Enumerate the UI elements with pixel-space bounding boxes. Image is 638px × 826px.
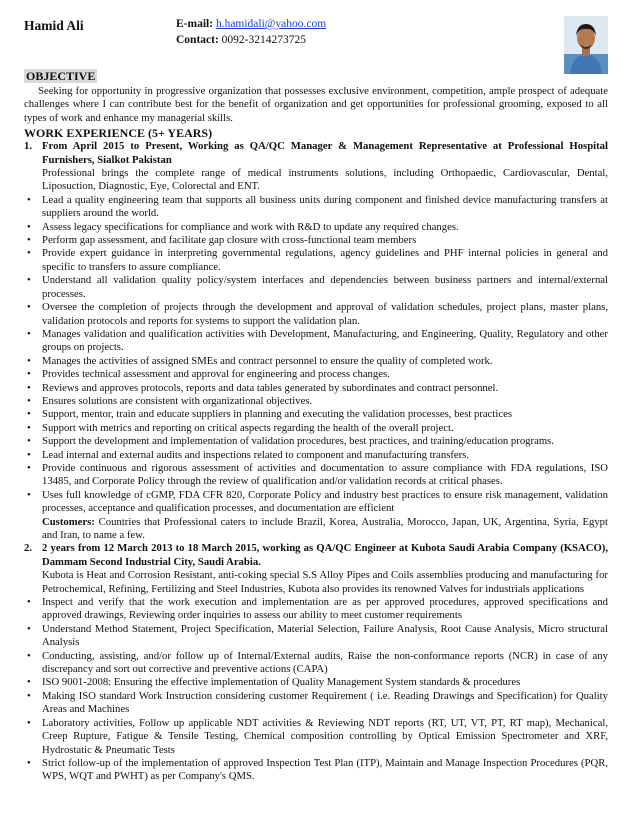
job-duties-list <box>24 194 608 516</box>
job-duties-list <box>24 596 608 784</box>
list-item: • Oversee the completion of projects through the development and approval of validation schedules, project plans, master plans, validation protocols and reports for systems to support the validation plan. <box>24 301 608 328</box>
list-item: • Inspect and verify that the work execution and implementation are as per approved procedures, approved specifications and approved drawings, Reviewing order inquiries to assess our ability to meet customer requirements <box>24 596 608 623</box>
job-entry <box>24 542 608 783</box>
company-description: Kubota is Heat and Corrosion Resistant, anti-coking special S.S Alloy Pipes and Coils assemblies producing and manufacturing for Petrochemical, Refining, Fertilizing and Steel Industries, Kubota also provides its renowned Valves for industrials applications <box>42 569 608 595</box>
list-item: • Manages the activities of assigned SMEs and contract personnel to ensure the quality of completed work. <box>24 355 608 368</box>
objective-section <box>24 66 608 125</box>
list-item: • Understand all validation quality policy/system interfaces and dependencies between business partners and internal/external processes. <box>24 274 608 301</box>
list-item: • Lead internal and external audits and inspections related to component and manufacturing transfers. <box>24 449 608 462</box>
job-title <box>24 140 608 167</box>
objective-heading: OBJECTIVE <box>26 69 96 83</box>
list-item: • Laboratory activities, Follow up applicable NDT activities & Reviewing NDT reports (RT, UT, VT, PT, RT map), Mechanical, Creep Rupture, Fatigue & Tensile Testing, Chemical composition controlling by Optical Emission Spectrometer and XRF, Hydrostatic & Pneumatic Tests <box>24 717 608 757</box>
job-entry <box>24 140 608 542</box>
resume-page <box>24 16 608 784</box>
list-item: • ISO 9001-2008: Ensuring the effective implementation of Quality Management System standards & procedures <box>24 676 608 689</box>
list-item: • Provides technical assessment and approval for engineering and process changes. <box>24 368 608 381</box>
list-item: • Conducting, assisting, and/or follow up of Internal/External audits, Raise the non-conformance reports (NCR) in case of any discrepancy and sort out corrective and preventive actions (CAPA) <box>24 650 608 677</box>
list-item: • Reviews and approves protocols, reports and data tables generated by subordinates and contract personnel. <box>24 382 608 395</box>
list-item: • Support with metrics and reporting on critical aspects regarding the health of the overall project. <box>24 422 608 435</box>
email-line <box>176 16 326 32</box>
job-title <box>24 542 608 569</box>
list-item: • Support, mentor, train and educate suppliers in planning and executing the validation processes, best practices <box>24 408 608 421</box>
company-description: Professional brings the complete range of medical instruments solutions, including Orthopaedic, Cardiovascular, Dental, Liposuction, Diagnostic, Eye, Colorectal and ENT. <box>42 167 608 193</box>
job-number: 2. <box>24 542 33 555</box>
list-item: • Assess legacy specifications for compliance and work with R&D to update any required changes. <box>24 221 608 234</box>
customers-label: Customers: <box>42 515 95 528</box>
email-link[interactable]: h.hamidali@yahoo.com <box>215 18 327 30</box>
email-label: E-mail: <box>176 18 216 30</box>
phone-number: 0092-3214273725 <box>221 34 307 46</box>
phone-line <box>176 32 326 48</box>
objective-text: Seeking for opportunity in progressive organization that possesses exclusive environment, competition, ample prospect of adequate challenges where I can contribute best for the benefit of organization and get opportunities for professional grooming, exposed to all types of work and enhance my managerial skills. <box>24 85 608 124</box>
candidate-name: Hamid Ali <box>24 18 84 33</box>
list-item: • Lead a quality engineering team that supports all business units during component and finished device manufacturing transfers at suppliers around the world. <box>24 194 608 221</box>
list-item: • Uses full knowledge of cGMP, FDA CFR 820, Corporate Policy and industry best practices to ensure risk management, validation processes, acceptance and qualification processes, and documentation are efficient <box>24 489 608 516</box>
list-item: • Provide continuous and rigorous assessment of activities and documentation to assure compliance with FDA regulations, ISO 13485, and Corporate Policy through the review of qualification and/or validation records at critical phases. <box>24 462 608 489</box>
list-item: • Provide expert guidance in interpreting governmental regulations, agency guidelines and PHF internal policies in general and specific to transfers to assure compliance. <box>24 247 608 274</box>
list-item: • Strict follow-up of the implementation of approved Inspection Test Plan (ITP), Maintain and Manage Inspection Procedures (PQR, WPS, WQT and PWHT) as per Company's QMS. <box>24 757 608 784</box>
list-item: • Perform gap assessment, and facilitate gap closure with cross-functional team members <box>24 234 608 247</box>
customers-text: Countries that Professional caters to include Brazil, Korea, Australia, Morocco, Japan, UK, Argentina, Syria, Egypt and Iran, to name a few. <box>42 515 608 541</box>
contact-label: Contact: <box>176 34 222 46</box>
resume-header <box>24 16 608 66</box>
work-experience-section <box>24 126 608 784</box>
list-item: • Making ISO standard Work Instruction considering customer Requirement ( i.e. Reading Drawings and Specification) for Quality Areas and Machines <box>24 690 608 717</box>
list-item: • Support the development and implementation of validation procedures, best practices, and training/education programs. <box>24 435 608 448</box>
contact-block <box>176 16 326 48</box>
list-item: • Understand Method Statement, Project Specification, Material Selection, Failure Analysis, Root Cause Analysis, Micro structural Analysis <box>24 623 608 650</box>
profile-photo <box>564 16 608 74</box>
job-title-text: From April 2015 to Present, Working as QA/QC Manager & Management Representative at Professional Hospital Furnishers, Sialkot Pakistan <box>42 140 608 166</box>
work-experience-heading: WORK EXPERIENCE (5+ YEARS) <box>24 126 213 141</box>
job-title-text: 2 years from 12 March 2013 to 18 March 2015, working as QA/QC Engineer at Kubota Saudi Arabia Company (KSACO), Dammam Second Industrial City, Saudi Arabia. <box>42 542 608 568</box>
customers-line <box>24 516 608 543</box>
list-item: • Manages validation and qualification activities with Development, Manufacturing, and Engineering, Quality, Regulatory and other groups on projects. <box>24 328 608 355</box>
list-item: • Ensures solutions are consistent with organizational objectives. <box>24 395 608 408</box>
job-number: 1. <box>24 140 33 153</box>
